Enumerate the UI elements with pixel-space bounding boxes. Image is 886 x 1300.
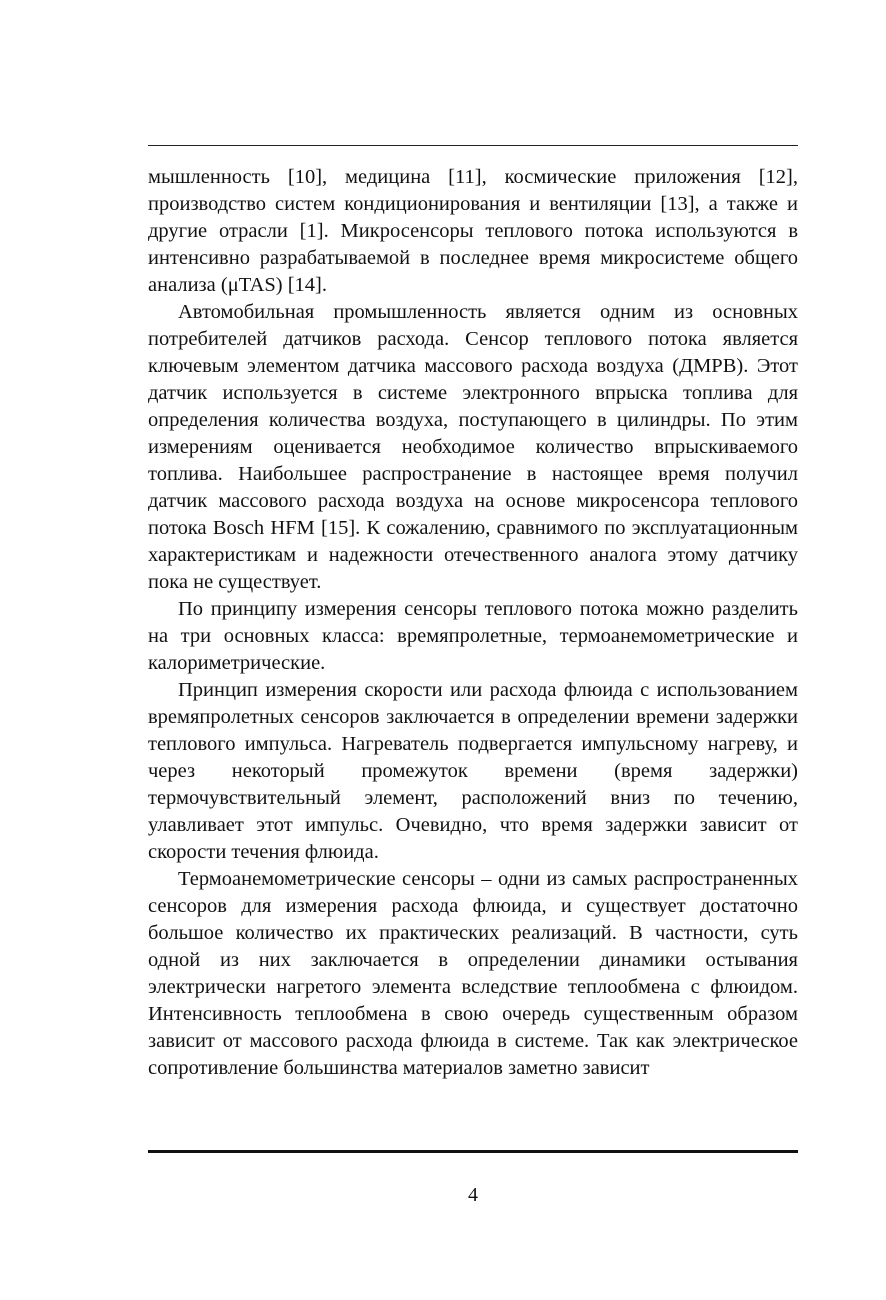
paragraph-4: Принцип измерения скорости или расхода флюида с использованием времяпролетных сенсоров заключается в определении времени задержки теплового импульса. Нагреватель подвергается импульсному нагреву, и через некоторый промежуток времени (время задержки) термочувствительный элемент, расположений вниз по течению, улавливает этот импульс. Очевидно, что время задержки зависит от скорости течения флюида.	[148, 679, 798, 863]
page-number: 4	[468, 1184, 478, 1206]
header-rule	[148, 145, 798, 146]
paragraph-2: Автомобильная промышленность является одним из основных потребителей датчиков расхода. Сенсор теплового потока является ключевым элементом датчика массового расхода воздуха (ДМРВ). Этот датчик используется в системе электронного впрыска топлива для определения количества воздуха, поступающего в цилиндры. По этим измерениям оценивается необходимое количество впрыскиваемого топлива. Наибольшее распространение в настоящее время получил датчик массового расхода воздуха на основе микросенсора теплового потока Bosch HFM [15]. К сожалению, сравнимого по эксплуатационным характеристикам и надежности отечественного аналога этому датчику пока не существует.	[148, 301, 798, 593]
paragraph-3: По принципу измерения сенсоры теплового потока можно разделить на три основных класса: времяпролетные, термоанемометрические и калориметрические.	[148, 598, 798, 674]
paragraph-1: мышленность [10], медицина [11], космические приложения [12], производство систем кондиционирования и вентиляции [13], а также и другие отрасли [1]. Микросенсоры теплового потока используются в интенсивно разрабатываемой в последнее время микросистеме общего анализа (μTAS) [14].	[148, 166, 798, 296]
body-text	[148, 164, 798, 1082]
footer-rule	[148, 1150, 798, 1153]
paragraph-5: Термоанемометрические сенсоры – одни из самых распространенных сенсоров для измерения расхода флюида, и существует достаточно большое количество их практических реализаций. В частности, суть одной из них заключается в определении динамики остывания электрически нагретого элемента вследствие теплообмена с флюидом. Интенсивность теплообмена в свою очередь существенным образом зависит от массового расхода флюида в системе. Так как электрическое сопротивление большинства материалов заметно зависит	[148, 868, 798, 1079]
